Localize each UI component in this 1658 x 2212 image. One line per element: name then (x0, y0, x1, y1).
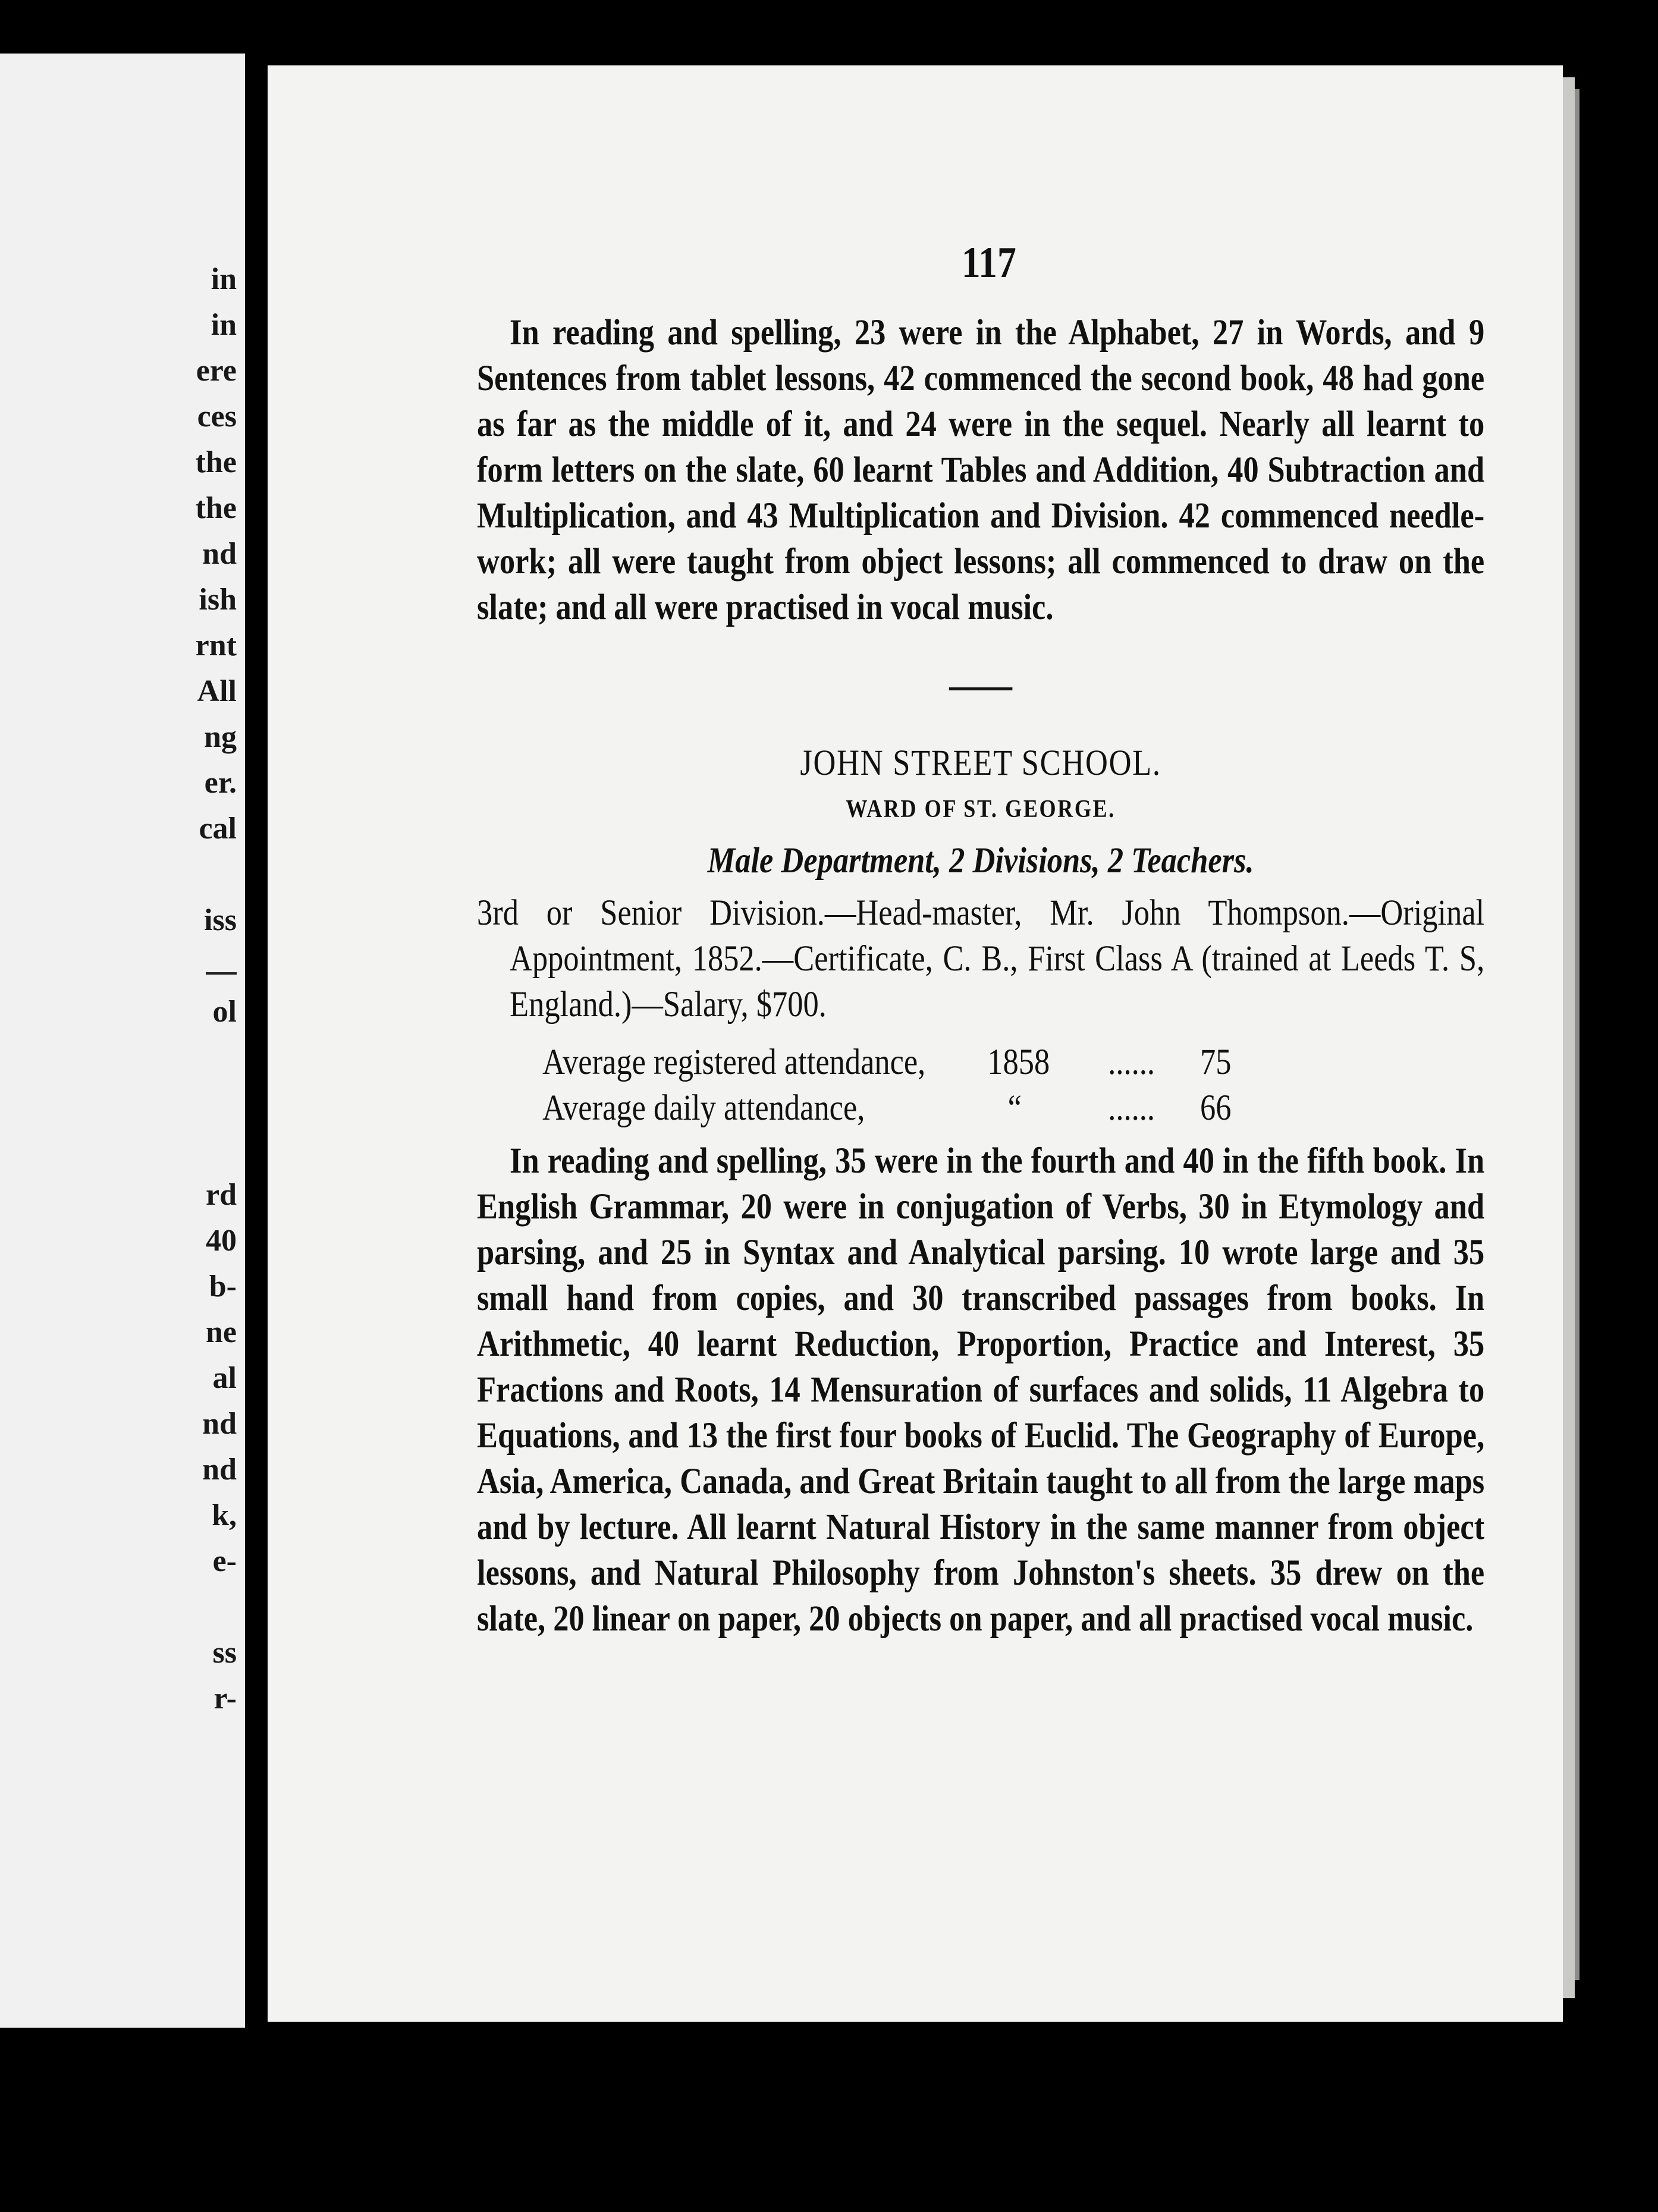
left-page-fragment: ss (212, 1636, 237, 1670)
left-page-fragment: rnt (195, 629, 237, 662)
left-page-fragment: er. (204, 766, 237, 800)
ward-subtitle: WARD OF ST. GEORGE. (846, 796, 1116, 823)
attendance-year: “ (1007, 1088, 1022, 1128)
attendance-row (542, 1039, 1251, 1085)
attendance-value: 75 (1200, 1042, 1232, 1082)
page-content (477, 238, 1484, 1642)
book-gutter (245, 54, 268, 2028)
left-page-fragment: the (195, 445, 237, 479)
left-page-fragment: r- (213, 1682, 237, 1715)
attendance-value: 66 (1200, 1088, 1232, 1128)
left-page-fragment: b- (209, 1270, 237, 1303)
left-page-fragment: ces (197, 400, 237, 433)
right-page (268, 65, 1563, 2022)
intro-paragraph: In reading and spelling, 23 were in the Alphabet, 27 in Words, and 9 Sentences from tablet lessons, 42 commenced the second book, 48 had gone as far as the middle of it, and 24 were in the sequel. Nearly all learnt to form letters on the slate, 60 learnt Tables and Addition, 40 Subtraction and Multiplication, and 43 Multiplication and Division. 42 commenced needle-work; all were taught from object lessons; all commenced to draw on the slate; and all were practised in vocal music. (477, 313, 1485, 627)
left-page-fragment (206, 972, 237, 975)
school-title: JOHN STREET SCHOOL. (800, 743, 1161, 783)
attendance-table (542, 1039, 1251, 1131)
left-page-fragment: ng (204, 720, 237, 754)
left-page-fragment: the (195, 491, 237, 525)
left-page-fragment: ish (199, 583, 237, 617)
section-divider (949, 687, 1013, 690)
left-page-fragment: in (211, 308, 237, 342)
closing-paragraph: In reading and spelling, 35 were in the fourth and 40 in the fifth book. In English Grammar, 20 were in conjugation of Verbs, 30 in Etymology and parsing, and 25 in Syntax and Analytical parsing. 10 wrote large and 35 small hand from copies, and 30 transcribed passages from books. In Arithmetic, 40 learnt Reduction, Proportion, Practice and Interest, 35 Fractions and Roots, 14 Mensuration of surfaces and solids, 11 Algebra to Equations, and 13 the first four books of Euclid. The Geography of Europe, Asia, America, Canada, and Great Britain taught to all from the large maps and by lecture. All learnt Natural History in the same manner from object lessons, and Natural Philosophy from Johnston's sheets. 35 drew on the slate, 20 linear on paper, 20 objects on paper, and all practised vocal music. (477, 1141, 1485, 1639)
attendance-year: 1858 (987, 1042, 1050, 1082)
left-page-fragment: k, (212, 1498, 237, 1532)
attendance-leader-dots: ...... (1108, 1088, 1155, 1128)
attendance-label: Average daily attendance, (542, 1088, 865, 1128)
left-page-fragment: rd (206, 1178, 237, 1212)
left-page-fragment: e- (212, 1544, 237, 1578)
page-number: 117 (961, 238, 1016, 287)
left-page-fragment: nd (202, 537, 237, 571)
left-page-fragment: ne (206, 1315, 237, 1349)
left-page (0, 54, 245, 2028)
left-page-fragment: nd (202, 1407, 237, 1441)
page-edge-shadow (1575, 89, 1580, 1980)
attendance-leader-dots: ...... (1108, 1042, 1155, 1082)
division-info: 3rd or Senior Division.—Head-master, Mr. John Thompson.—Original Appointment, 1852.—Certificate, C. B., First Class A (trained at Leeds T. S, England.)—Salary, $700. (477, 893, 1485, 1025)
page-edge (1563, 77, 1575, 1998)
left-page-fragment: All (197, 674, 237, 708)
attendance-row (542, 1085, 1251, 1131)
left-page-fragment: in (211, 262, 237, 296)
left-page-fragment: iss (204, 903, 237, 937)
attendance-label: Average registered attendance, (542, 1042, 926, 1082)
left-page-fragment: al (212, 1361, 237, 1395)
department-heading: Male Department, 2 Divisions, 2 Teachers. (707, 841, 1254, 881)
left-page-fragment: ere (196, 354, 237, 388)
left-page-fragment: 40 (206, 1224, 237, 1258)
left-page-fragment: ol (212, 995, 237, 1029)
left-page-fragment: cal (199, 812, 237, 846)
left-page-fragment: nd (202, 1453, 237, 1487)
